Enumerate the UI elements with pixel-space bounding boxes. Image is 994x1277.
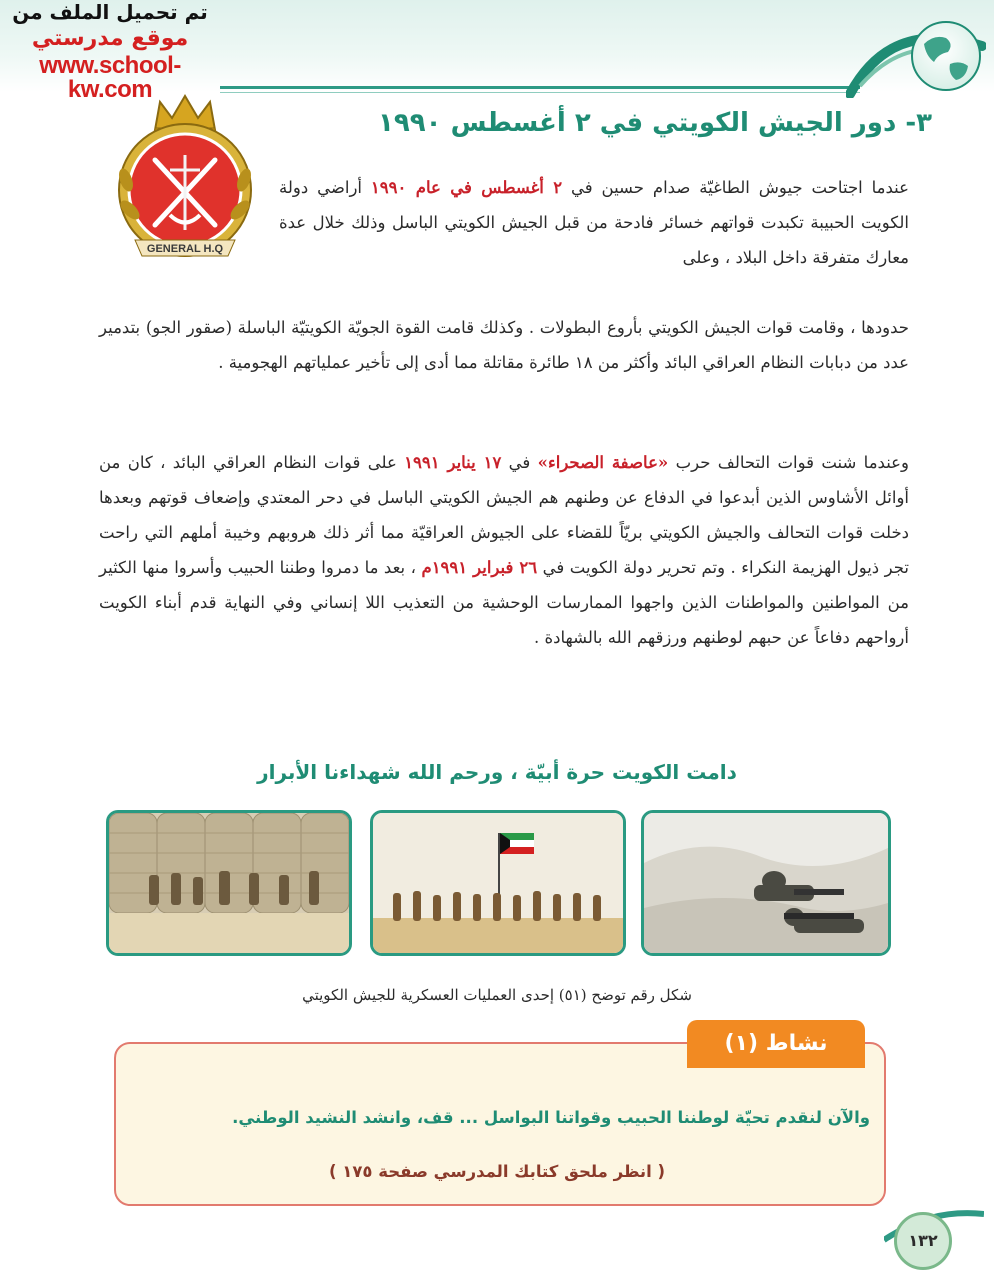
paragraph-2-text-a: وعندما شنت قوات التحالف حرب	[668, 453, 909, 472]
paragraph-1-continued	[99, 310, 909, 380]
emblem-text: GENERAL H.Q	[146, 243, 224, 255]
photo-soldiers-sandbags	[106, 810, 352, 956]
paragraph-1-text-b: أراضي دولة الكويت الحبيبة تكبدت قواتهم خسائر فادحة من قبل الجيش الكويتي الباسل وذلك خلال عدة معارك متفرقة داخل البلاد ، وعلى	[279, 178, 909, 267]
paragraph-2-text-c: على قوات النظام العراقي البائد ، كان من أوائل الأشاوس الذين أبدعوا في الدفاع عن وطنهم هم الجيش الكويتي الباسل في دحر المعتدي وإضعاف قوتهم وبعدها دخلت قوات التحالف والجيش الكويتي بريّاً للقضاء على الجيوش العراقيّة مما أثر ذلك هروبهم وخيبة أملهم التي راحت تجر ذيول الهزيمة النكراء . وتم تحرير دولة الكويت في	[99, 453, 909, 577]
desert-storm-term: «عاصفة الصحراء»	[537, 453, 669, 472]
paragraph-2-text-b: في	[501, 453, 538, 472]
header-rule	[220, 86, 860, 89]
watermark	[4, 2, 216, 102]
activity-reference: ( انظر ملحق كتابك المدرسي صفحة ١٧٥ )	[328, 1162, 666, 1181]
army-emblem-icon	[100, 90, 270, 265]
activity-label: نشاط (١)	[687, 1020, 865, 1068]
date-17-january-1991: ١٧ يناير ١٩٩١	[404, 453, 502, 472]
paragraph-1-text-c: حدودها ، وقامت قوات الجيش الكويتي بأروع البطولات . وكذلك قامت القوة الجويّة الكويتيّة الباسلة (صقور الجو) بتدمير عدد من دبابات النظام العراقي البائد وأكثر من ١٨ طائرة مقاتلة مما أدى إلى تأخير عملياتهم الهجومية .	[99, 318, 909, 372]
photo-soldiers-flag	[370, 810, 626, 956]
watermark-line-1: تم تحميل الملف من	[12, 0, 208, 24]
globe-icon	[846, 6, 986, 98]
section-title: ٣- دور الجيش الكويتي في ٢ أغسطس ١٩٩٠	[378, 108, 932, 138]
header-rule-thin	[220, 92, 860, 93]
date-2-august-1990: ٢ أغسطس في عام ١٩٩٠	[370, 178, 563, 197]
photo-soldiers-desert	[641, 810, 891, 956]
figure-caption: شكل رقم توضح (٥١) إحدى العمليات العسكرية للجيش الكويتي	[302, 986, 692, 1004]
activity-instruction: والآن لنقدم تحيّة لوطننا الحبيب وقواتنا البواسل ... قف، وانشد النشيد الوطني.	[232, 1108, 870, 1127]
paragraph-2	[99, 445, 909, 655]
watermark-line-2: موقع مدرستي	[31, 26, 189, 51]
slogan: دامت الكويت حرة أبيّة ، ورحم الله شهداءنا الأبرار	[257, 760, 737, 784]
date-26-february-1991: ٢٦ فبراير ١٩٩١م	[421, 558, 538, 577]
paragraph-1	[279, 170, 909, 275]
paragraph-1-text-a: عندما اجتاحت جيوش الطاغيّة صدام حسين في	[562, 178, 909, 197]
paragraph-2-text-d: ، بعد ما دمروا وطننا الحبيب وأسروا منها الكثير من المواطنين والمواطنات الذين واجهوا الممارسات الوحشية من التعذيب اللا إنساني وفي النهاية قدم أبناء الكويت أرواحهم دفاعاً عن حبهم لوطنهم ورزقهم الله بالشهادة .	[99, 558, 909, 647]
watermark-url: www.school-kw.com	[39, 52, 181, 103]
page-number: ١٣٢	[894, 1212, 952, 1270]
